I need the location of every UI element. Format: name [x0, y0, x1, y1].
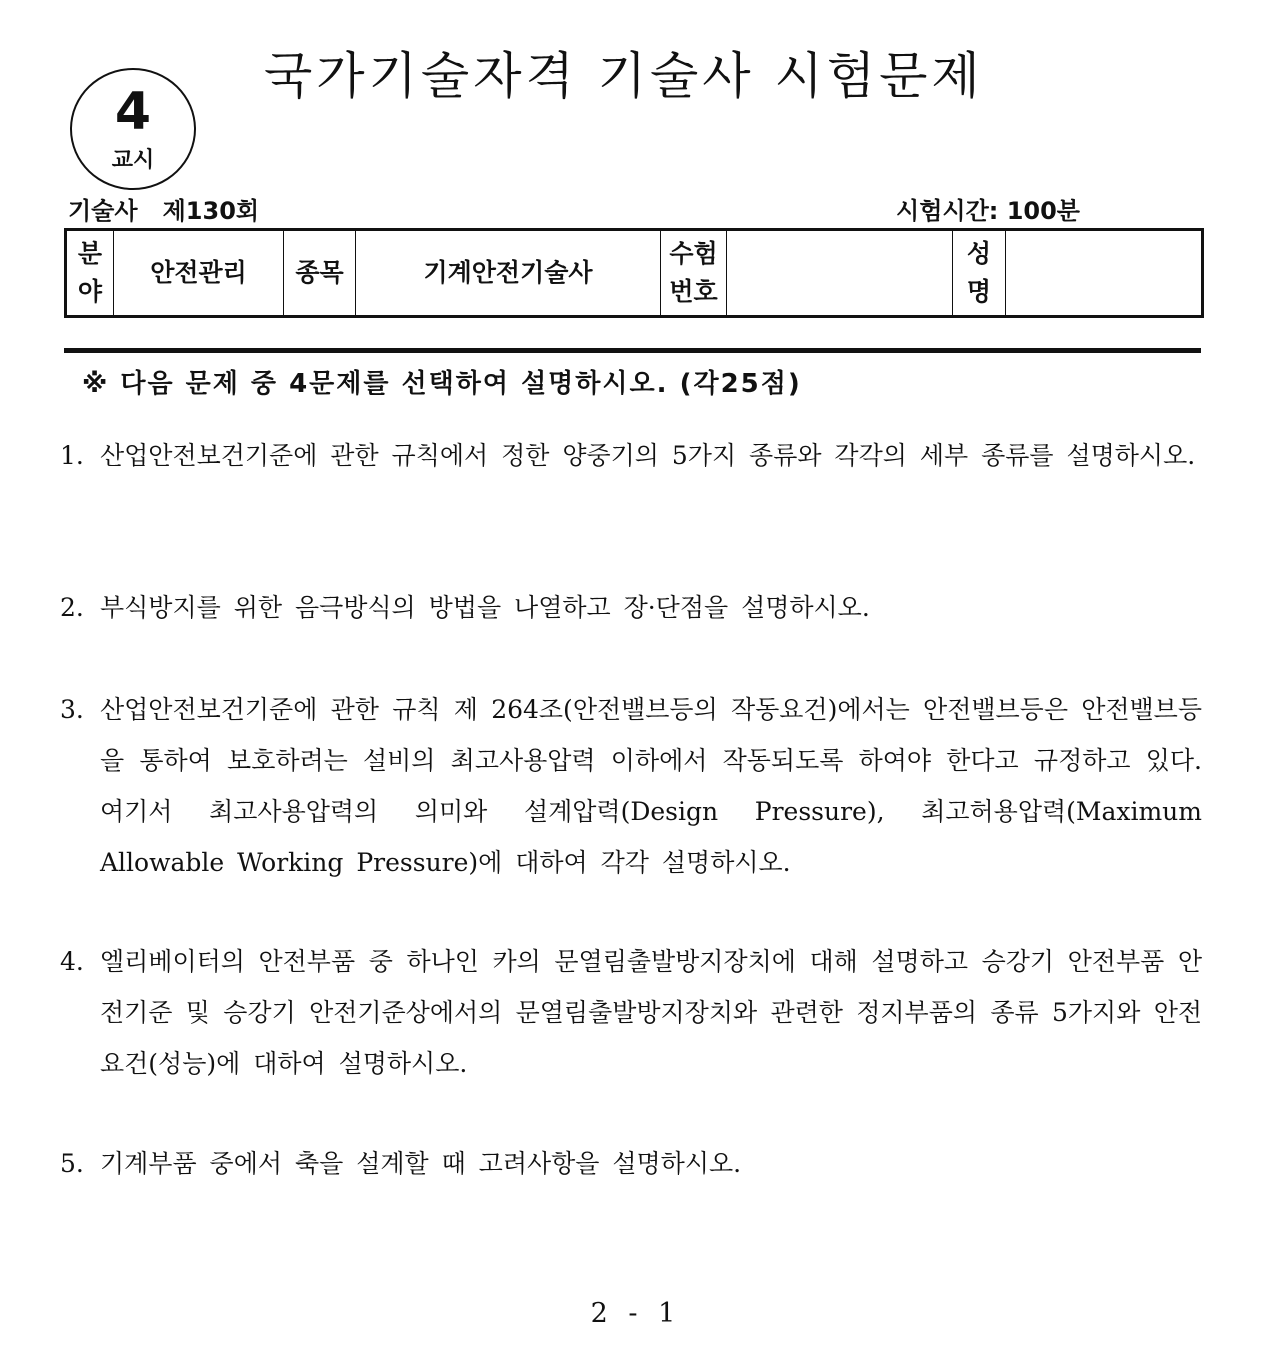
field-label-bottom: 야: [77, 277, 103, 306]
exam-number-field[interactable]: [727, 230, 953, 317]
period-badge: [70, 68, 196, 190]
question-text: 산업안전보건기준에 관한 규칙에서 정한 양중기의 5가지 종류와 각각의 세부 종류를 설명하시오.: [100, 441, 1196, 470]
instruction: ※ 다음 문제 중 4문제를 선택하여 설명하시오. (각25점): [82, 369, 802, 399]
exam-time: 시험시간: 100분: [896, 197, 1080, 225]
question-3: [60, 684, 1202, 888]
divider-rule: [64, 348, 1201, 353]
exam-info-table: [64, 228, 1204, 318]
question-5: [60, 1138, 1202, 1189]
question-text: 엘리베이터의 안전부품 중 하나인 카의 문열림출발방지장치에 대해 설명하고 승강기 안전부품 안전기준 및 승강기 안전기준상에서의 문열림출발방지장치와 관련한 정지부품의 종류 5가지와 안전요건(성능)에 대하여 설명하시오.: [100, 947, 1202, 1078]
question-number: 5.: [60, 1149, 84, 1178]
name-field[interactable]: [1006, 230, 1203, 317]
name-label-cell: [953, 230, 1006, 317]
question-text: 산업안전보건기준에 관한 규칙 제 264조(안전밸브등의 작동요건)에서는 안전밸브등은 안전밸브등을 통하여 보호하려는 설비의 최고사용압력 이하에서 작동되도록 하여야 한다고 규정하고 있다. 여기서 최고사용압력의 의미와 설계압력(Design Pressure), 최고허용압력(Maximum Allowable Working Pressure)에 대하여 각각 설명하시오.: [100, 695, 1202, 877]
question-2: [60, 582, 1202, 633]
question-text: 부식방지를 위한 음극방식의 방법을 나열하고 장·단점을 설명하시오.: [100, 593, 870, 622]
field-label-cell: [66, 230, 114, 317]
exam-round: 기술사 제130회: [68, 197, 260, 225]
question-1: [60, 430, 1202, 481]
period-label: 교시: [111, 148, 155, 173]
exam-number-label-top: 수험: [669, 239, 718, 268]
item-label-cell: 종목: [284, 230, 356, 317]
item-value-cell: 기계안전기술사: [356, 230, 661, 317]
exam-number-label-cell: [661, 230, 727, 317]
page-number: 2 - 1: [590, 1298, 682, 1329]
exam-number-label-bottom: 번호: [669, 277, 718, 306]
field-value-cell: 안전관리: [114, 230, 284, 317]
question-number: 3.: [60, 695, 84, 724]
name-label-bottom: 명: [966, 277, 992, 306]
field-label-top: 분: [77, 239, 103, 268]
name-label-top: 성: [966, 239, 992, 268]
question-number: 4.: [60, 947, 84, 976]
question-number: 2.: [60, 593, 84, 622]
question-text: 기계부품 중에서 축을 설계할 때 고려사항을 설명하시오.: [100, 1149, 742, 1178]
page-title: 국가기술자격 기술사 시험문제: [264, 47, 984, 105]
question-4: [60, 936, 1202, 1089]
question-number: 1.: [60, 441, 84, 470]
period-number: 4: [114, 82, 152, 142]
